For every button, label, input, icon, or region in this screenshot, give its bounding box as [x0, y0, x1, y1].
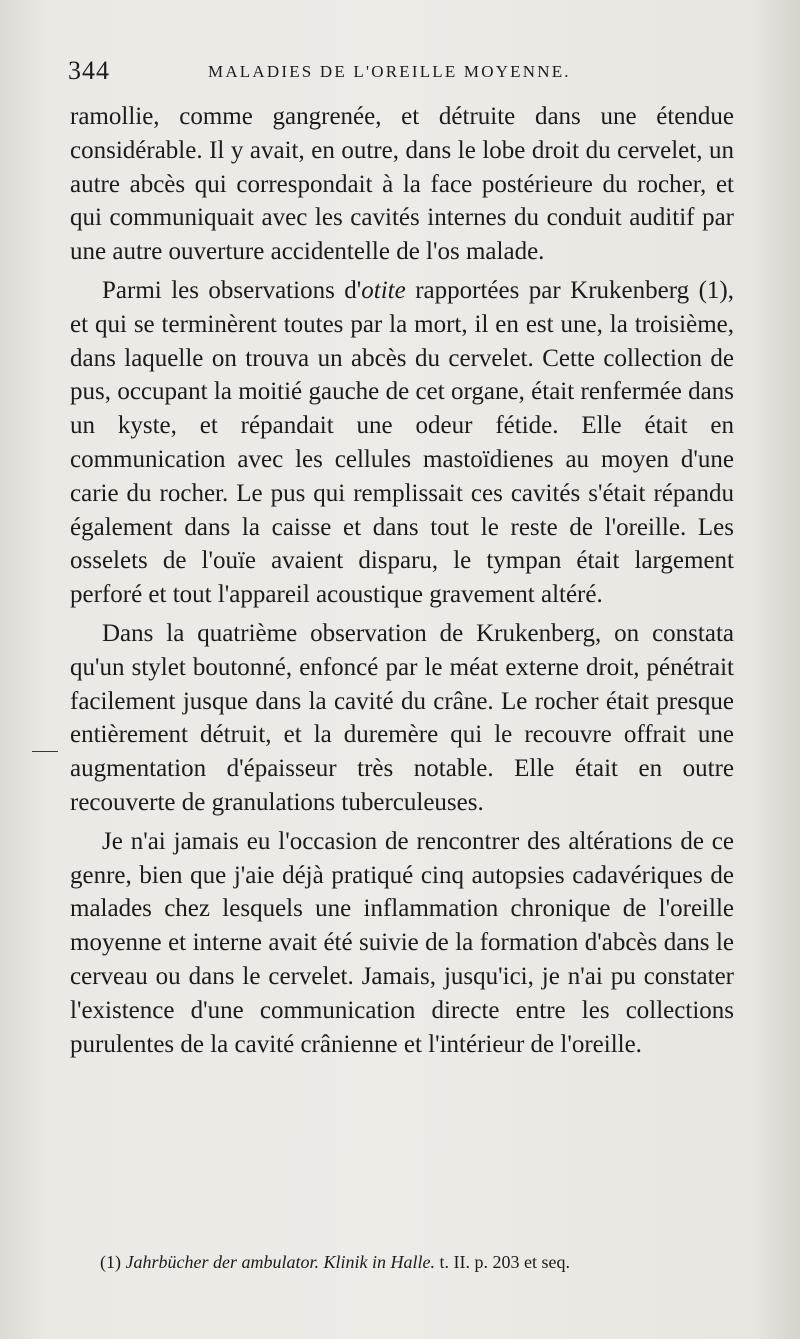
body-text — [70, 100, 734, 1066]
footnote-number: (1) — [100, 1252, 121, 1272]
page-number: 344 — [68, 56, 110, 85]
footnote — [100, 1250, 740, 1274]
paragraph-4-text: Je n'ai jamais eu l'occasion de rencontrer des altérations de ce genre, bien que j'aie déjà pratiqué cinq autopsies cadavériques de malades chez lesquels une inflammation chronique de l'oreille moyenne et interne avait été suivie de la formation d'abcès dans le cerveau ou dans le cervelet. Jamais, jusqu'ici, je n'ai pu constater l'existence d'une communication directe entre les collections purulentes de la cavité crânienne et l'intérieur de l'oreille. — [70, 827, 734, 1058]
running-title: MALADIES DE L'OREILLE MOYENNE. — [208, 62, 571, 81]
footnote-italic-reference: Jahrbücher der ambulator. Klinik in Halle. — [125, 1252, 435, 1272]
paragraph-1 — [70, 100, 734, 269]
paragraph-2-italic-term: otite — [361, 276, 406, 304]
paragraph-4 — [70, 825, 734, 1062]
paragraph-2-text-a: Parmi les observations d' — [102, 276, 362, 304]
paragraph-1-text: ramollie, comme gangrenée, et détruite dans une étendue considérable. Il y avait, en outre, dans le lobe droit du cervelet, un autre abcès qui correspondait à la face postérieure du rocher, et qui communiquait avec les cavités internes du conduit auditif par une autre ouverture accidentelle de l'os malade. — [70, 103, 734, 266]
paragraph-3 — [70, 617, 734, 820]
footnote-rest: t. II. p. 203 et seq. — [434, 1252, 570, 1272]
paragraph-3-text: Dans la quatrième observation de Krukenberg, on constata qu'un stylet boutonné, enfoncé par le méat externe droit, pénétrait facilement jusque dans la cavité du crâne. Le rocher était presque entièrement détruit, et la duremère qui le recouvre offrait une augmentation d'épaisseur très notable. Elle était en outre recouverte de granulations tuberculeuses. — [70, 619, 734, 816]
paragraph-2-text-b: rapportées par Krukenberg (1), et qui se terminèrent toutes par la mort, il en est une, la troisième, dans laquelle on trouva un abcès du cervelet. Cette collection de pus, occupant la moitié gauche de cet organe, était renfermée dans un kyste, et répandait une odeur fétide. Elle était en communication avec les cellules mastoïdienes au moyen d'une carie du rocher. Le pus qui remplissait ces cavités s'était répandu également dans la caisse et dans tout le reste de l'oreille. Les osselets de l'ouïe avaient disparu, le tympan était largement perforé et tout l'appareil acoustique gravement altéré. — [70, 276, 734, 609]
page-header — [68, 56, 738, 90]
paragraph-2 — [70, 274, 734, 612]
margin-dash-mark — [32, 751, 58, 752]
